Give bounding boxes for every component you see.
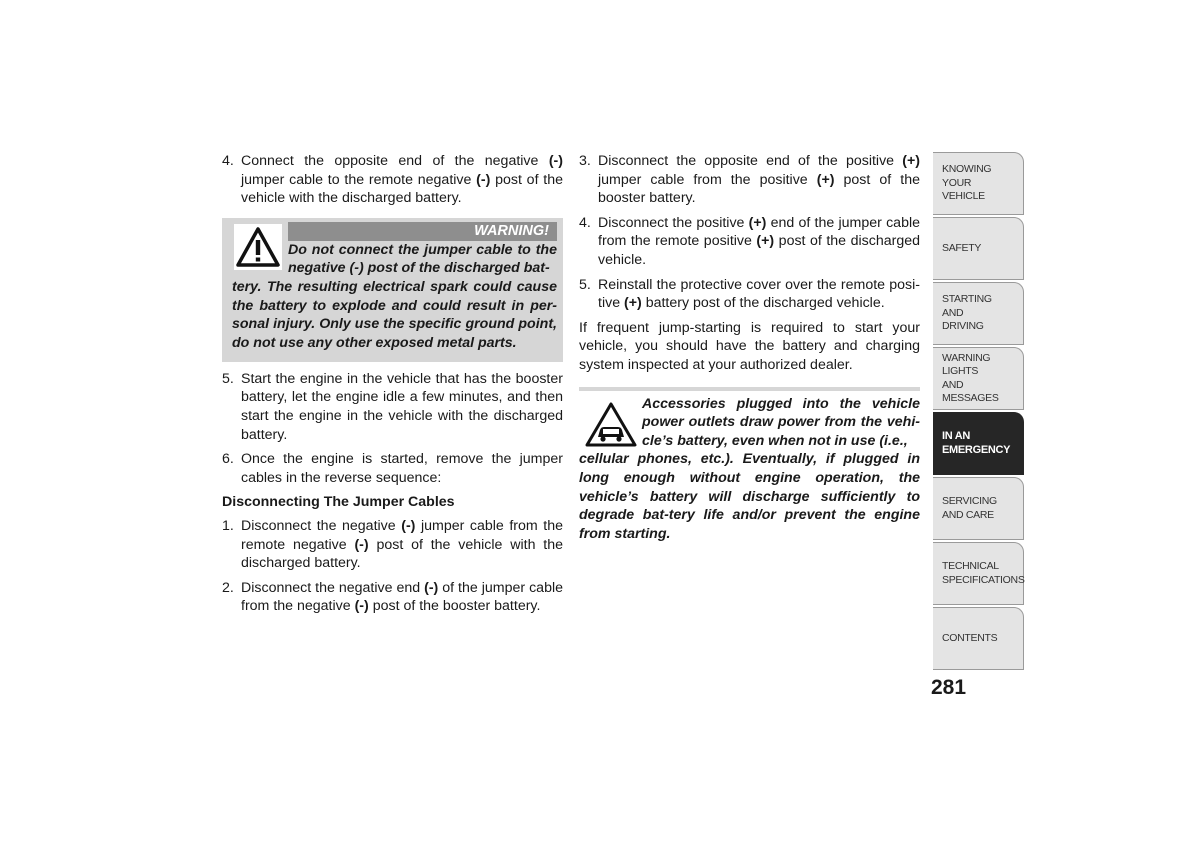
warning-triangle-icon <box>234 224 282 270</box>
disconnect-step-4 <box>579 214 920 270</box>
step-text: of the jumper cable from the negative <box>241 579 563 615</box>
chapter-tabs <box>933 152 1024 672</box>
chapter-tab-label: WARNING LIGHTS AND MESSAGES <box>942 351 999 404</box>
disconnect-step-1 <box>222 517 563 573</box>
terminal-sign: (-) <box>401 517 416 534</box>
chapter-tab-label: STARTING AND DRIVING <box>942 293 992 333</box>
step-text: jumper cable to the remote negative <box>241 171 477 188</box>
terminal-sign: (-) <box>548 153 563 169</box>
step-4 <box>222 152 563 208</box>
terminal-sign: (+) <box>816 171 835 188</box>
step-number: 2. <box>222 579 234 596</box>
step-text: jumper cable from the remote negative <box>241 517 564 553</box>
jump-start-advice: If frequent jump-starting is required to start your vehicle, you should have the battery and charging system inspected at your authorized dealer. <box>579 319 920 373</box>
disconnect-step-2 <box>222 579 563 616</box>
chapter-tab-label: SAFETY <box>942 241 982 254</box>
terminal-sign: (-) <box>354 598 369 615</box>
step-5 <box>222 370 563 444</box>
step-text: battery post of the discharged vehicle. <box>641 295 885 312</box>
chapter-tab-starting-and-driving[interactable] <box>933 282 1024 345</box>
chapter-tab-servicing-and-care[interactable] <box>933 477 1024 540</box>
step-number: 5. <box>579 276 591 293</box>
step-text: post of the booster battery. <box>368 598 541 615</box>
terminal-sign: (+) <box>748 214 767 231</box>
step-number: 6. <box>222 451 234 468</box>
disconnect-step-5 <box>579 276 920 313</box>
step-text: post of the vehicle with the discharged battery. <box>241 171 563 207</box>
step-6 <box>222 450 563 487</box>
step-text: Disconnect the negative <box>241 517 402 534</box>
chapter-tab-in-an-emergency[interactable] <box>933 412 1024 475</box>
warning-box <box>222 218 563 362</box>
page-number: 281 <box>931 676 967 699</box>
chapter-tab-label: SERVICING AND CARE <box>942 495 997 521</box>
warning-text-lead: Do not connect the jumper cable to the negative (-) post of the discharged bat- <box>288 241 557 277</box>
chapter-tab-contents[interactable] <box>933 607 1024 670</box>
step-text: end of the jumper cable from the remote positive <box>598 214 921 250</box>
section-heading: Disconnecting The Jumper Cables <box>222 494 455 511</box>
step-number: 1. <box>222 517 234 534</box>
step-text: jumper cable from the positive <box>598 171 817 188</box>
warning-title: WARNING! <box>288 222 557 241</box>
terminal-sign: (-) <box>354 536 369 553</box>
step-text: Reinstall the protective cover over the remote posi-tive <box>598 276 920 312</box>
terminal-sign: (+) <box>624 295 642 312</box>
disconnect-step-3 <box>579 152 920 208</box>
chapter-tab-label: TECHNICAL SPECIFICATIONS <box>942 560 1025 586</box>
caution-text-body: cellular phones, etc.). Eventually, if plugged in long enough without engine operation, the vehicle’s battery will discharge sufficiently to degrade bat-tery life and/or prevent the engine from starting. <box>579 451 920 542</box>
chapter-tab-label: IN AN EMERGENCY <box>942 430 1011 456</box>
caution-box <box>579 387 920 544</box>
step-text: post of the discharged vehicle. <box>598 233 920 268</box>
terminal-sign: (+) <box>902 153 920 169</box>
chapter-tab-safety[interactable] <box>933 217 1024 280</box>
step-number: 4. <box>579 214 591 231</box>
terminal-sign: (-) <box>424 579 439 596</box>
step-number: 3. <box>579 153 591 169</box>
chapter-tab-technical-specifications[interactable] <box>933 542 1024 605</box>
chapter-tab-warning-lights-and-messages[interactable] <box>933 347 1024 410</box>
chapter-tab-knowing-your-vehicle[interactable] <box>933 152 1024 215</box>
step-number: 4. <box>222 153 234 169</box>
step-text: Disconnect the positive <box>598 214 749 231</box>
step-text: Once the engine is started, remove the jumper cables in the reverse sequence: <box>241 451 563 486</box>
chapter-tab-label: CONTENTS <box>942 631 998 644</box>
right-column <box>579 152 920 543</box>
warning-text-body: tery. The resulting electrical spark could cause the battery to explode and could result in per-sonal injury. Only use the specific ground point, do not use any other exposed metal parts. <box>232 278 557 351</box>
step-text: post of the booster battery. <box>598 171 920 207</box>
caution-text-lead: Accessories plugged into the vehicle power outlets draw power from the vehi-cle’s battery, even when not in use (i.e., <box>642 395 920 449</box>
chapter-tab-label: KNOWING YOUR VEHICLE <box>942 163 992 203</box>
terminal-sign: (+) <box>756 233 775 250</box>
left-column <box>222 152 563 622</box>
step-text: post of the vehicle with the discharged battery. <box>241 536 563 572</box>
terminal-sign: (-) <box>476 171 491 188</box>
step-text: Disconnect the negative end <box>241 579 425 596</box>
step-number: 5. <box>222 370 234 387</box>
step-text: Disconnect the opposite end of the positive <box>598 153 903 169</box>
car-battery-caution-icon <box>585 401 637 447</box>
step-text: Connect the opposite end of the negative <box>241 153 549 169</box>
step-text: Start the engine in the vehicle that has the booster battery, let the engine idle a few minutes, and then start the engine in the vehicle with the discharged battery. <box>241 370 563 443</box>
